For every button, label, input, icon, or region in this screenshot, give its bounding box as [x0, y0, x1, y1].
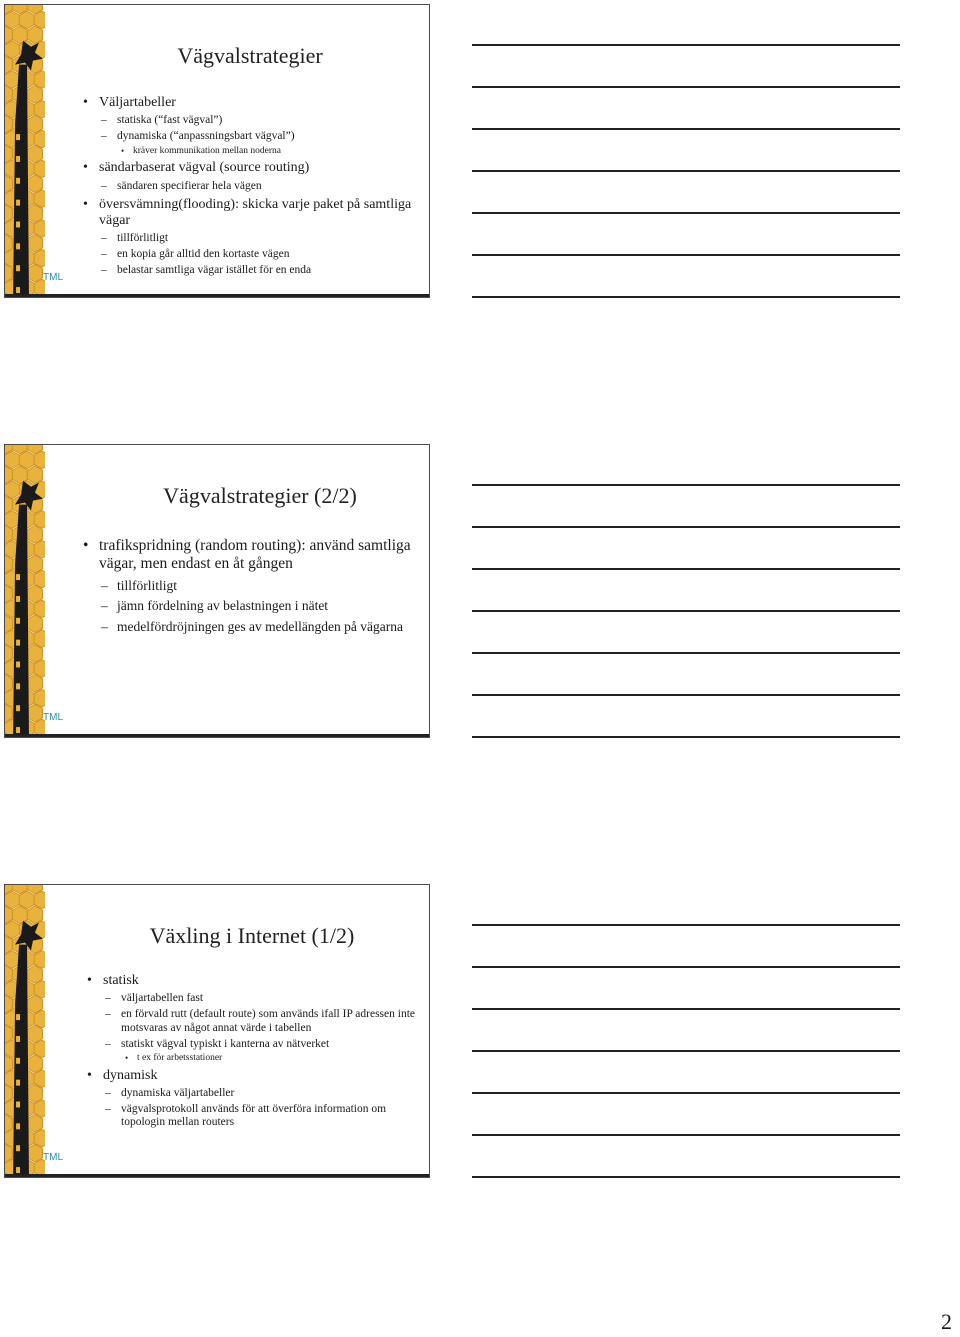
slide-1 [4, 4, 430, 298]
note-line [472, 86, 900, 88]
note-line [472, 652, 900, 654]
bullet-item: – statiskt vägval typiskt i kanterna av nätverket [87, 1038, 417, 1051]
bullet-item: – väljartabellen fast [87, 992, 417, 1005]
honeycomb-sidebar-icon [5, 885, 45, 1177]
bullet-item: – tillförlitligt [83, 578, 417, 594]
note-line [472, 44, 900, 46]
bullet-item: – sändaren specifierar hela vägen [83, 180, 417, 193]
bullet-item: – dynamiska (“anpassningsbart vägval”) [83, 130, 417, 143]
bullet-list [87, 969, 417, 1130]
bullet-list [83, 533, 417, 634]
slide-3 [4, 884, 430, 1178]
bullet-item: – statiska (“fast vägval”) [83, 114, 417, 127]
note-line [472, 924, 900, 926]
bullet-item: • statisk [87, 973, 417, 989]
honeycomb-sidebar-icon [5, 445, 45, 737]
page-number: 2 [941, 1309, 952, 1334]
note-line [472, 1050, 900, 1052]
note-line [472, 568, 900, 570]
note-line [472, 736, 900, 738]
slide-title: Vägvalstrategier [177, 43, 323, 68]
note-line [472, 212, 900, 214]
bullet-item: – vägvalsprotokoll används för att överföra information om topologin mellan routers [87, 1103, 417, 1129]
bullet-item: • t ex för arbetsstationer [87, 1053, 417, 1064]
bullet-item: • trafikspridning (random routing): använd samtliga vägar, men endast en åt gången [83, 537, 417, 573]
bullet-item: • sändarbaserat vägval (source routing) [83, 160, 417, 176]
bullet-item: – en förvald rutt (default route) som används ifall IP adressen inte motsvaras av något annat värde i tabellen [87, 1008, 417, 1034]
note-line [472, 610, 900, 612]
logo-label: TML [43, 712, 63, 723]
slide-title: Vägvalstrategier (2/2) [163, 483, 357, 508]
bullet-item: • kräver kommunikation mellan noderna [83, 146, 417, 157]
bullet-list [83, 91, 417, 278]
bullet-item: • Väljartabeller [83, 95, 417, 111]
note-line [472, 1008, 900, 1010]
note-line [472, 1176, 900, 1178]
logo-label: TML [43, 1152, 63, 1163]
note-line [472, 128, 900, 130]
slide-title: Växling i Internet (1/2) [149, 923, 355, 948]
bullet-item: • dynamisk [87, 1068, 417, 1084]
bullet-item: – medelfördröjningen ges av medellängden på vägarna [83, 619, 417, 635]
note-line [472, 966, 900, 968]
bullet-item: • översvämning(flooding): skicka varje paket på samtliga vägar [83, 197, 417, 229]
honeycomb-sidebar-icon [5, 5, 45, 297]
bullet-item: – dynamiska väljartabeller [87, 1087, 417, 1100]
logo-label: TML [43, 272, 63, 283]
note-line [472, 526, 900, 528]
slide-2 [4, 444, 430, 738]
note-line [472, 254, 900, 256]
note-line [472, 694, 900, 696]
note-line [472, 296, 900, 298]
bullet-item: – belastar samtliga vägar istället för en enda [83, 264, 417, 277]
note-line [472, 484, 900, 486]
bullet-item: – en kopia går alltid den kortaste vägen [83, 248, 417, 261]
bullet-item: – jämn fördelning av belastningen i nätet [83, 598, 417, 614]
note-line [472, 1092, 900, 1094]
bullet-item: – tillförlitligt [83, 232, 417, 245]
note-line [472, 1134, 900, 1136]
note-line [472, 170, 900, 172]
